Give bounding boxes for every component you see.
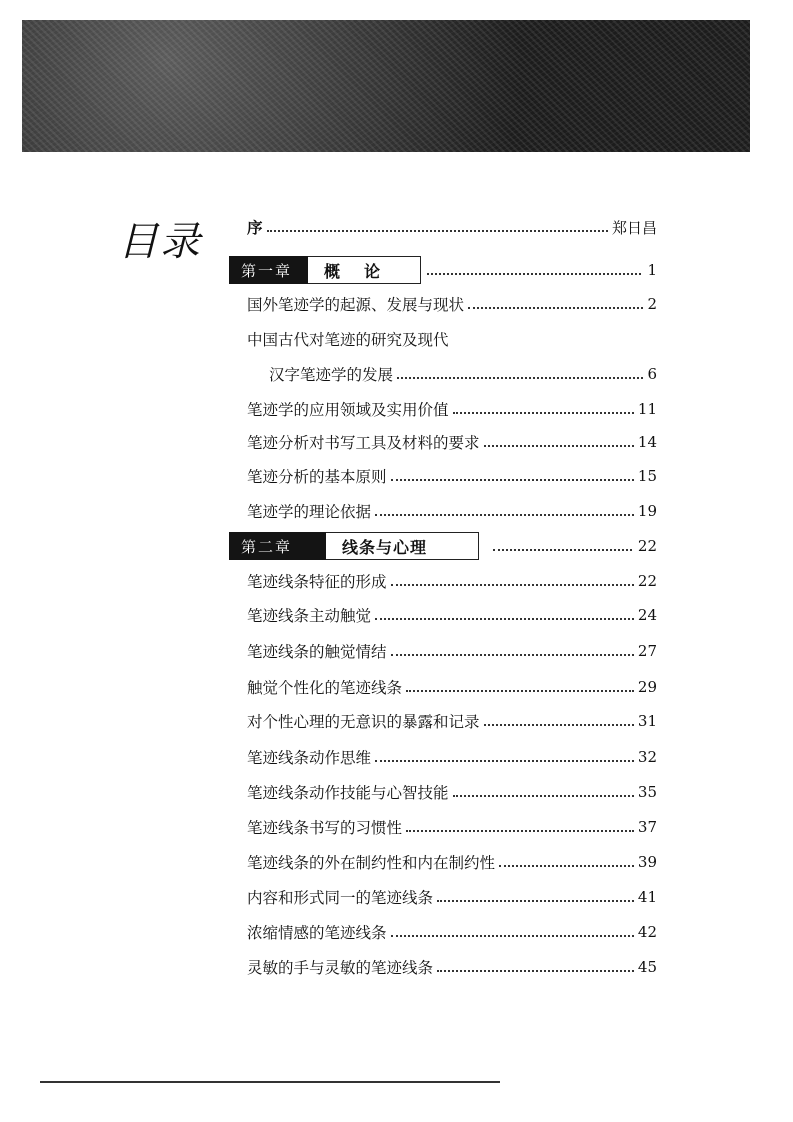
toc-entry-page: 24	[637, 606, 657, 624]
dot-leader	[391, 654, 634, 656]
page-title: 目录	[118, 219, 202, 265]
dot-leader	[391, 479, 634, 481]
dot-leader	[453, 795, 634, 797]
toc-entry-label: 汉字笔迹学的发展	[269, 366, 394, 384]
toc-entry-label: 笔迹线条的触觉情结	[247, 643, 387, 661]
toc-entry[interactable]	[247, 394, 657, 424]
dot-leader	[499, 865, 634, 867]
toc-entry[interactable]	[247, 566, 657, 596]
toc-entry-page: 27	[637, 642, 657, 660]
toc-entry-page: 15	[637, 467, 657, 485]
chapter-title: 概 论	[308, 256, 421, 284]
toc-entry-page: 2	[647, 295, 657, 313]
toc-entry[interactable]	[247, 706, 657, 736]
toc-entry-page: 14	[637, 433, 657, 451]
dot-leader	[437, 900, 634, 902]
toc-entry[interactable]	[247, 847, 657, 877]
toc-entry-label: 笔迹线条特征的形成	[247, 573, 387, 591]
toc-entry-page: 42	[637, 923, 657, 941]
dot-leader	[427, 273, 641, 275]
toc-entry-label: 触觉个性化的笔迹线条	[247, 679, 403, 697]
toc-entry-label: 笔迹线条动作技能与心智技能	[247, 784, 449, 802]
toc-entry-page: 19	[637, 502, 657, 520]
chapter-page: 22	[637, 537, 657, 555]
toc-entry-label: 浓缩情感的笔迹线条	[247, 924, 387, 942]
chapter-heading-1[interactable]	[229, 256, 657, 284]
toc-entry[interactable]	[247, 289, 657, 319]
toc-entry[interactable]	[247, 427, 657, 457]
dot-leader	[375, 760, 634, 762]
dot-leader	[493, 549, 632, 551]
toc-entry[interactable]	[247, 496, 657, 526]
toc-entry-page: 29	[637, 678, 657, 696]
toc-entry-label: 笔迹线条动作思维	[247, 749, 372, 767]
dot-leader	[484, 724, 634, 726]
chapter-heading-2[interactable]	[229, 532, 657, 560]
toc-entry-label: 笔迹分析对书写工具及材料的要求	[247, 434, 480, 452]
dot-leader	[406, 830, 634, 832]
dot-leader	[397, 377, 643, 379]
toc-entry-page: 45	[637, 958, 657, 976]
toc-entry-page: 41	[637, 888, 657, 906]
dot-leader	[267, 230, 608, 232]
dot-leader	[406, 690, 634, 692]
dot-leader	[391, 935, 634, 937]
toc-entry[interactable]	[247, 461, 657, 491]
preface-author: 郑日昌	[611, 218, 657, 237]
toc-entry-label: 笔迹分析的基本原则	[247, 468, 387, 486]
dot-leader	[375, 618, 634, 620]
toc-entry-page: 6	[647, 365, 657, 383]
dot-leader	[437, 970, 634, 972]
toc-entry[interactable]	[247, 672, 657, 702]
dot-leader	[391, 584, 634, 586]
chapter-number: 第二章	[229, 532, 326, 560]
toc-entry-preface[interactable]	[247, 212, 657, 242]
toc-entry[interactable]	[247, 600, 657, 630]
toc-entry-page: 37	[637, 818, 657, 836]
toc-entry[interactable]	[247, 359, 657, 389]
toc-entry[interactable]	[247, 777, 657, 807]
toc-entry-label: 内容和形式同一的笔迹线条	[247, 889, 434, 907]
toc-entry-label: 灵敏的手与灵敏的笔迹线条	[247, 959, 434, 977]
toc-entry-label: 中国古代对笔迹的研究及现代	[247, 331, 449, 349]
toc-entry[interactable]	[247, 952, 657, 982]
toc-entry-page: 39	[637, 853, 657, 871]
toc-entry[interactable]	[247, 812, 657, 842]
toc-entry-page: 31	[637, 712, 657, 730]
toc-entry[interactable]	[247, 882, 657, 912]
footer-rule	[40, 1081, 500, 1083]
toc-entry[interactable]	[247, 742, 657, 772]
toc-entry-label: 笔迹线条的外在制约性和内在制约性	[247, 854, 496, 872]
toc-entry-label: 笔迹线条书写的习惯性	[247, 819, 403, 837]
toc-entry-label: 对个性心理的无意识的暴露和记录	[247, 713, 480, 731]
toc-entry-page: 11	[637, 400, 657, 418]
toc-entry[interactable]	[247, 917, 657, 947]
toc-entry-page: 35	[637, 783, 657, 801]
toc-entry-page: 22	[637, 572, 657, 590]
dot-leader	[375, 514, 634, 516]
chapter-number: 第一章	[229, 256, 308, 284]
toc-entry-label: 笔迹学的理论依据	[247, 503, 372, 521]
dot-leader	[468, 307, 643, 309]
toc-entry-label: 序	[247, 218, 263, 237]
dot-leader	[484, 445, 634, 447]
dot-leader	[453, 412, 634, 414]
toc-entry-label: 笔迹线条主动触觉	[247, 607, 372, 625]
toc-entry-label: 笔迹学的应用领域及实用价值	[247, 401, 449, 419]
toc-entry-label: 国外笔迹学的起源、发展与现状	[247, 296, 465, 314]
header-banner-image	[22, 20, 750, 152]
toc-entry[interactable]	[247, 636, 657, 666]
chapter-page: 1	[647, 261, 657, 279]
toc-entry[interactable]	[247, 324, 657, 354]
chapter-title: 线条与心理	[326, 532, 479, 560]
toc-entry-page: 32	[637, 748, 657, 766]
